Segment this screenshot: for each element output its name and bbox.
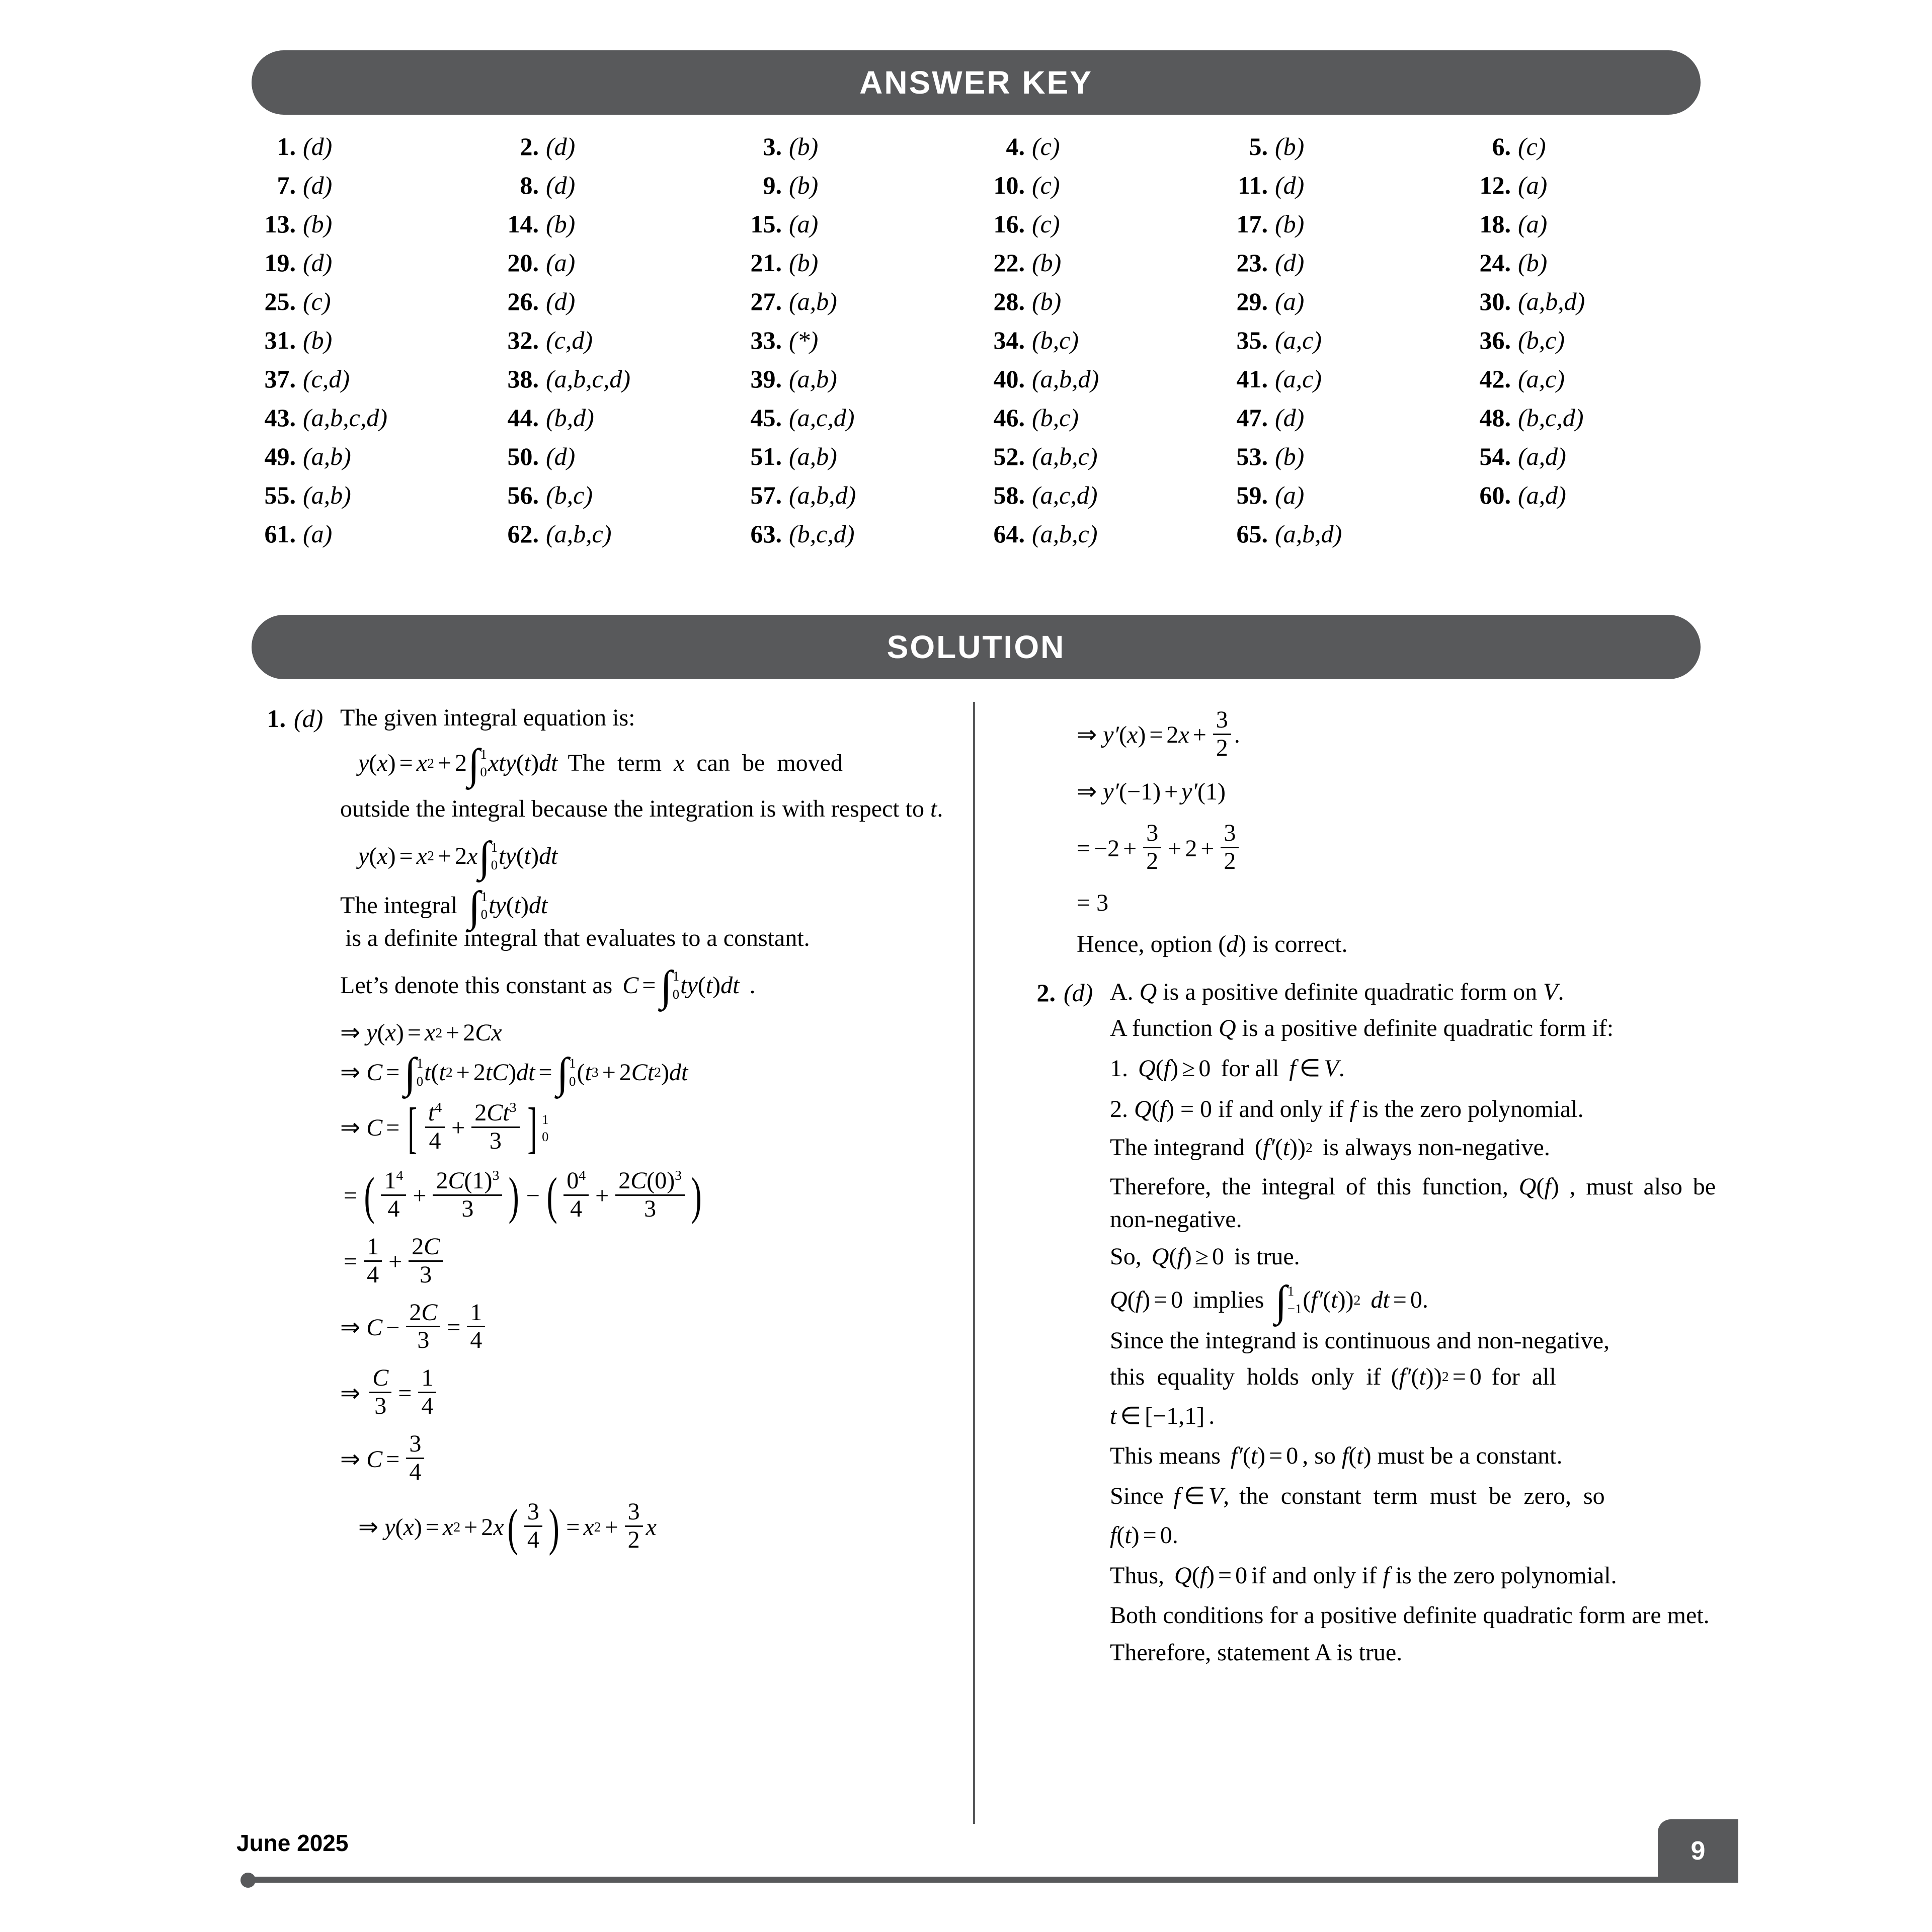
- solution-title: SOLUTION: [887, 629, 1066, 665]
- answer-key-item: [1467, 442, 1710, 480]
- solution-1-continued: [1021, 706, 1716, 961]
- answer-key-number: 15.: [750, 210, 782, 238]
- answer-key-answer: (b): [1032, 287, 1062, 315]
- answer-key-number: 38.: [507, 365, 539, 393]
- answer-key-number: 64.: [993, 520, 1025, 548]
- solution-2-both-conditions: Both conditions for a positive definite quadratic form are met.: [1110, 1601, 1710, 1629]
- answer-key-answer: (a,b): [303, 481, 351, 509]
- answer-key-answer: (d): [546, 287, 576, 315]
- solution-1-paragraph-3: The integral ∫ 1 0 ty ( t ) dt is a definite integral that evaluates to a constant.: [340, 890, 946, 954]
- answer-key-number: 7.: [277, 171, 296, 199]
- answer-key-answer: (d): [1275, 404, 1305, 432]
- solution-1-result: = 3: [1077, 890, 1109, 917]
- answer-key-item: [981, 248, 1224, 287]
- solution-2-means-line: This means f ′ ( t ) = 0 , so f(t) must be a constant.: [1110, 1442, 1563, 1469]
- solution-1-equation-14: = −2 + $\frac{3}{2}$ + 2 + $\frac{3}{2}$: [1077, 822, 1716, 875]
- answer-key-number: 40.: [993, 365, 1025, 393]
- answer-key-item: [495, 209, 738, 248]
- solution-1-equation-1: y ( x ) = x 2 + 2 ∫ 1 0 xty ( t ) dt The term x can be moved: [358, 740, 843, 788]
- footer-divider: [247, 1877, 1706, 1883]
- answer-key-item: [1224, 403, 1467, 442]
- solution-1-equation-5: ⇒ C = [ $\frac{t^4}{4}$ + $\frac{2Ct^3}{3}$ ] 1 0: [340, 1096, 549, 1160]
- answer-key-item: [981, 403, 1224, 442]
- solution-1-equation-10: ⇒ C = $\frac{3}{4}$: [340, 1433, 946, 1486]
- answer-key-item: [981, 287, 1224, 326]
- solution-item-2: [1021, 976, 1716, 1673]
- solution-1-p3-tail: is a definite integral that evaluates to a constant.: [345, 924, 810, 951]
- answer-key-item: [738, 132, 981, 171]
- answer-key-number: 36.: [1479, 326, 1511, 354]
- answer-key-answer: (c): [1518, 132, 1546, 160]
- solution-1-paragraph-4: Let’s denote this constant as C = ∫ 1 0 ty ( t ) dt .: [340, 962, 756, 1010]
- answer-key-item: [252, 403, 495, 442]
- answer-key-item: [495, 442, 738, 480]
- answer-key-number: 46.: [993, 404, 1025, 432]
- solution-2-implies-line: Q ( f ) = 0 implies ∫ 1 −1 ( f ′ ( t )) 2 dt = 0 .: [1110, 1277, 1428, 1325]
- answer-key-answer: (a): [546, 249, 576, 277]
- answer-key-item: [1467, 326, 1710, 364]
- answer-key-number: 13.: [264, 210, 296, 238]
- answer-key-answer: (a,b,c,d): [546, 365, 630, 393]
- answer-key-answer: (b,c,d): [789, 520, 855, 548]
- answer-key-number: 4.: [1006, 132, 1025, 160]
- solution-area: [252, 702, 1716, 1829]
- answer-key-number: 30.: [1479, 287, 1511, 315]
- solution-1-equation-11: ⇒ y ( x ) = x 2 + 2 x ( $\frac{3}{4}$ ) = x 2 + $\frac{3}{2}$ x: [358, 1498, 657, 1556]
- answer-key-answer: (b): [1275, 442, 1305, 470]
- solution-1-number: 1.: [267, 704, 286, 733]
- answer-key-number: 56.: [507, 481, 539, 509]
- answer-key-answer: (*): [789, 326, 819, 354]
- answer-key-answer: (b): [789, 171, 819, 199]
- answer-key-number: 49.: [264, 442, 296, 470]
- answer-key-number: 17.: [1236, 210, 1268, 238]
- answer-key-item: [738, 326, 981, 364]
- answer-key-answer: (a): [1275, 481, 1305, 509]
- answer-key-item: [1224, 364, 1467, 403]
- answer-key-number: 39.: [750, 365, 782, 393]
- solution-2-line-a: A. Q is a positive definite quadratic form on V.: [1110, 978, 1564, 1005]
- solution-1-equation-6: = ( $\frac{1^4}{4}$ + $\frac{2C(1)^3}{3}$ ) − ( $\frac{0^4}{4}$ + $\frac{2C(0)^3}{3}$ ): [344, 1167, 702, 1225]
- answer-key-number: 5.: [1249, 132, 1268, 160]
- answer-key-item: [1224, 209, 1467, 248]
- answer-key-number: 52.: [993, 442, 1025, 470]
- answer-key-item: [495, 480, 738, 519]
- answer-key-item: [252, 287, 495, 326]
- solution-1-equation-12: ⇒ y ′ ( x ) = 2 x + $\frac{3}{2}$ .: [1077, 706, 1240, 761]
- answer-key-item: [1224, 132, 1467, 171]
- answer-key-number: 27.: [750, 287, 782, 315]
- answer-key-number: 21.: [750, 249, 782, 277]
- answer-key-number: 34.: [993, 326, 1025, 354]
- answer-key-answer: (a,b,d): [1275, 520, 1342, 548]
- answer-key-item: [1467, 364, 1710, 403]
- solution-2-integrand-line: The integrand ( f ′ ( t )) 2 is always non-negative.: [1110, 1134, 1550, 1161]
- answer-key-number: 28.: [993, 287, 1025, 315]
- answer-key-item: [1224, 287, 1467, 326]
- answer-key-answer: (b): [789, 132, 819, 160]
- solution-1-equation-7: = $\frac{1}{4}$ + $\frac{2C}{3}$: [340, 1236, 946, 1289]
- answer-key-answer: (b): [303, 326, 333, 354]
- answer-key-number: 48.: [1479, 404, 1511, 432]
- answer-key-number: 9.: [763, 171, 782, 199]
- answer-key-banner: [252, 50, 1701, 115]
- answer-key-number: 18.: [1479, 210, 1511, 238]
- solution-2-since-integrand: Since the integrand is continuous and non-negative,: [1110, 1327, 1610, 1354]
- answer-key-answer: (b,c): [546, 481, 593, 509]
- answer-key-number: 65.: [1236, 520, 1268, 548]
- answer-key-item: [1224, 248, 1467, 287]
- solution-left-column: [252, 702, 946, 1561]
- page-footer: [0, 1811, 1932, 1932]
- answer-key-answer: (d): [546, 442, 576, 470]
- solution-2-ft-zero-line: f ( t ) = 0 .: [1110, 1522, 1178, 1549]
- answer-key-item: [1224, 326, 1467, 364]
- solution-1-p3-lead: The integral: [340, 892, 458, 919]
- answer-key-answer: (a,b,d): [789, 481, 856, 509]
- answer-key-item: [252, 248, 495, 287]
- answer-key-number: 14.: [507, 210, 539, 238]
- answer-key-number: 19.: [264, 249, 296, 277]
- answer-key-item: [252, 442, 495, 480]
- answer-key-grid: [252, 132, 1711, 558]
- solution-1-intro: The given integral equation is:: [340, 704, 635, 731]
- answer-key-item: [252, 364, 495, 403]
- answer-key-answer: (a,c): [1518, 365, 1565, 393]
- answer-key-answer: (a,b,c): [546, 520, 612, 548]
- solution-2-so-line: So, Q ( f ) ≥ 0 is true.: [1110, 1243, 1300, 1270]
- answer-key-item: [981, 519, 1224, 558]
- solution-2-equality-line: this equality holds only if ( f ′ ( t )) 2 = 0 for all: [1110, 1363, 1556, 1390]
- solution-1-option: (d): [294, 704, 324, 733]
- answer-key-number: 29.: [1236, 287, 1268, 315]
- answer-key-answer: (a): [303, 520, 333, 548]
- answer-key-answer: (c): [1032, 132, 1060, 160]
- solution-1-equation-2: y ( x ) = x 2 + 2 x ∫ 1 0 ty ( t ) dt: [358, 833, 558, 881]
- answer-key-answer: (a,c): [1275, 326, 1322, 354]
- solution-2-marker: [1021, 976, 1110, 1007]
- answer-key-answer: (a,d): [1518, 481, 1566, 509]
- solution-1-equation-3: ⇒ y ( x ) = x 2 + 2 Cx: [340, 1019, 502, 1046]
- answer-key-number: 50.: [507, 442, 539, 470]
- answer-key-number: 37.: [264, 365, 296, 393]
- answer-key-item: [252, 132, 495, 171]
- answer-key-answer: (d): [546, 171, 576, 199]
- solution-1-body: [340, 702, 946, 1561]
- answer-key-item: [738, 364, 981, 403]
- answer-key-answer: (a,c): [1275, 365, 1322, 393]
- answer-key-answer: (b,c): [1518, 326, 1565, 354]
- answer-key-item: [252, 480, 495, 519]
- solution-1-equation-9: ⇒ $\frac{C}{3}$ = $\frac{1}{4}$: [340, 1367, 946, 1420]
- answer-key-number: 31.: [264, 326, 296, 354]
- answer-key-answer: (b,c): [1032, 326, 1079, 354]
- solution-2-since-line: Since f ∈ V , the constant term must be zero, so: [1110, 1482, 1605, 1509]
- solution-1-equation-15: [1077, 887, 1716, 919]
- answer-key-number: 24.: [1479, 249, 1511, 277]
- answer-key-item: [738, 442, 981, 480]
- solution-2-thus-line: Thus, Q ( f ) = 0 if and only if f is the zero polynomial.: [1110, 1562, 1617, 1589]
- answer-key-item: [252, 209, 495, 248]
- answer-key-answer: (d): [1275, 249, 1305, 277]
- answer-key-item: [738, 403, 981, 442]
- answer-key-number: 8.: [520, 171, 539, 199]
- answer-key-item: [1467, 248, 1710, 287]
- answer-key-item: [981, 442, 1224, 480]
- answer-key-number: 12.: [1479, 171, 1511, 199]
- answer-key-item: [1467, 480, 1710, 519]
- answer-key-number: 41.: [1236, 365, 1268, 393]
- answer-key-number: 35.: [1236, 326, 1268, 354]
- solution-1-text-after-eq1: outside the integral because the integration is with respect to t.: [340, 795, 943, 822]
- answer-key-number: 47.: [1236, 404, 1268, 432]
- answer-key-answer: (b,c,d): [1518, 404, 1584, 432]
- answer-key-number: 23.: [1236, 249, 1268, 277]
- answer-key-number: 11.: [1238, 171, 1268, 199]
- answer-key-number: 57.: [750, 481, 782, 509]
- answer-key-item: [495, 248, 738, 287]
- answer-key-item: [495, 132, 738, 171]
- answer-key-answer: (a,b): [303, 442, 351, 470]
- answer-key-item: [1224, 480, 1467, 519]
- answer-key-answer: (a): [1518, 210, 1548, 238]
- answer-key-item: [738, 248, 981, 287]
- solution-2-number: 2.: [1036, 978, 1056, 1007]
- answer-key-title: ANSWER KEY: [859, 64, 1093, 101]
- answer-key-answer: (a): [1275, 287, 1305, 315]
- answer-key-answer: (d): [303, 249, 333, 277]
- answer-key-item: [1467, 171, 1710, 209]
- answer-key-item: [252, 519, 495, 558]
- answer-key-answer: (a,b,d): [1032, 365, 1099, 393]
- solution-2-condition-2: 2. Q(f) = 0 if and only if f is the zero polynomial.: [1110, 1095, 1584, 1122]
- answer-key-answer: (a,b): [789, 287, 837, 315]
- answer-key-answer: (b): [1275, 210, 1305, 238]
- answer-key-answer: (b): [303, 210, 333, 238]
- solution-1-marker: [252, 702, 340, 733]
- solution-2-line-b: A function Q is a positive definite quadratic form if:: [1110, 1015, 1614, 1042]
- answer-key-item: [981, 171, 1224, 209]
- answer-key-number: 44.: [507, 404, 539, 432]
- answer-key-number: 58.: [993, 481, 1025, 509]
- answer-key-answer: (a,b,c): [1032, 520, 1098, 548]
- page-number-tab: [1658, 1819, 1738, 1883]
- answer-key-number: 63.: [750, 520, 782, 548]
- answer-key-item: [1224, 171, 1467, 209]
- answer-key-number: 45.: [750, 404, 782, 432]
- answer-key-item: [495, 403, 738, 442]
- solution-1-equation-4: ⇒ C = ∫ 1 0 t ( t 2 + 2 tC ) dt = ∫ 1 0 ( t 3 + 2 Ct 2 ) dt: [340, 1049, 688, 1097]
- answer-key-item: [738, 287, 981, 326]
- answer-key-answer: (a,b,c,d): [303, 404, 387, 432]
- answer-key-item: [738, 171, 981, 209]
- answer-key-item: [495, 287, 738, 326]
- solution-banner: [252, 615, 1701, 679]
- answer-key-item: [1467, 287, 1710, 326]
- page-number: 9: [1691, 1836, 1706, 1866]
- answer-key-item: [981, 364, 1224, 403]
- answer-key-item: [738, 519, 981, 558]
- answer-key-answer: (b): [1275, 132, 1305, 160]
- answer-key-item: [495, 326, 738, 364]
- answer-key-number: 32.: [507, 326, 539, 354]
- answer-key-item: [738, 480, 981, 519]
- answer-key-number: 2.: [520, 132, 539, 160]
- answer-key-item: [981, 209, 1224, 248]
- answer-key-answer: (c): [303, 287, 331, 315]
- solution-1-equation-8: ⇒ C − $\frac{2C}{3}$ = $\frac{1}{4}$: [340, 1302, 946, 1354]
- answer-key-answer: (b,d): [546, 404, 594, 432]
- answer-key-number: 6.: [1492, 132, 1511, 160]
- answer-key-number: 55.: [264, 481, 296, 509]
- answer-key-answer: (a,b,c): [1032, 442, 1098, 470]
- answer-key-answer: (a,c,d): [789, 404, 855, 432]
- answer-key-item: [252, 326, 495, 364]
- answer-key-number: 59.: [1236, 481, 1268, 509]
- answer-key-item: [738, 209, 981, 248]
- answer-key-item: [981, 132, 1224, 171]
- solution-1-conclusion: Hence, option (d) is correct.: [1077, 931, 1348, 958]
- solution-2-option: (d): [1064, 978, 1093, 1007]
- answer-key-answer: (c,d): [303, 365, 350, 393]
- answer-key-number: 20.: [507, 249, 539, 277]
- answer-key-number: 26.: [507, 287, 539, 315]
- answer-key-answer: (d): [1275, 171, 1305, 199]
- solution-2-therefore-a: Therefore, statement A is true.: [1110, 1639, 1403, 1666]
- answer-key-item: [495, 364, 738, 403]
- answer-key-answer: (c,d): [546, 326, 593, 354]
- answer-key-number: 43.: [264, 404, 296, 432]
- answer-key-item: [981, 480, 1224, 519]
- answer-key-answer: (c): [1032, 171, 1060, 199]
- answer-key-number: 10.: [993, 171, 1025, 199]
- answer-key-number: 61.: [264, 520, 296, 548]
- answer-key-answer: (a): [1518, 171, 1548, 199]
- answer-key-number: 22.: [993, 249, 1025, 277]
- answer-key-number: 62.: [507, 520, 539, 548]
- answer-key-answer: (a,b): [789, 365, 837, 393]
- answer-key-number: 16.: [993, 210, 1025, 238]
- answer-key-number: 25.: [264, 287, 296, 315]
- answer-key-item: [1467, 132, 1710, 171]
- answer-key-item: [1467, 209, 1710, 248]
- answer-key-answer: (a,c,d): [1032, 481, 1098, 509]
- answer-key-number: 54.: [1479, 442, 1511, 470]
- solution-1-equation-13: ⇒ y ′ (−1) + y ′ (1): [1077, 778, 1226, 805]
- answer-key-answer: (d): [303, 132, 333, 160]
- answer-key-item: [252, 171, 495, 209]
- answer-key-item: [495, 519, 738, 558]
- footer-date: June 2025: [236, 1830, 349, 1856]
- solution-right-column: [1021, 702, 1716, 1673]
- answer-key-answer: (b): [546, 210, 576, 238]
- answer-key-number: 51.: [750, 442, 782, 470]
- answer-key-answer: (b,c): [1032, 404, 1079, 432]
- answer-key-item: [1224, 519, 1467, 558]
- solution-2-condition-1: 1. Q ( f ) ≥ 0 for all f ∈ V .: [1110, 1055, 1345, 1082]
- answer-key-number: 1.: [277, 132, 296, 160]
- solution-1-p4-lead: Let’s denote this constant as: [340, 972, 613, 999]
- answer-key-answer: (c): [1032, 210, 1060, 238]
- solution-2-interval-line: t ∈ [−1,1] .: [1110, 1403, 1215, 1430]
- solution-2-therefore-line: Therefore, the integral of this function, Q(f) , must also be non-negative.: [1110, 1173, 1716, 1233]
- answer-key-answer: (d): [303, 171, 333, 199]
- column-divider: [973, 702, 975, 1824]
- answer-key-number: 33.: [750, 326, 782, 354]
- answer-key-item: [1467, 403, 1710, 442]
- answer-key-number: 60.: [1479, 481, 1511, 509]
- solution-item-1: [252, 702, 946, 1561]
- answer-key-answer: (a,d): [1518, 442, 1566, 470]
- answer-key-answer: (a,b): [789, 442, 837, 470]
- answer-key-answer: (b): [1518, 249, 1548, 277]
- answer-key-item: [981, 326, 1224, 364]
- answer-key-answer: (b): [789, 249, 819, 277]
- solution-2-body: [1110, 976, 1716, 1673]
- answer-key-answer: (a,b,d): [1518, 287, 1585, 315]
- answer-key-number: 42.: [1479, 365, 1511, 393]
- answer-key-item: [495, 171, 738, 209]
- answer-key-item: [1224, 442, 1467, 480]
- answer-key-answer: (b): [1032, 249, 1062, 277]
- answer-key-answer: (d): [546, 132, 576, 160]
- answer-key-number: 53.: [1236, 442, 1268, 470]
- answer-key-number: 3.: [763, 132, 782, 160]
- answer-key-answer: (a): [789, 210, 819, 238]
